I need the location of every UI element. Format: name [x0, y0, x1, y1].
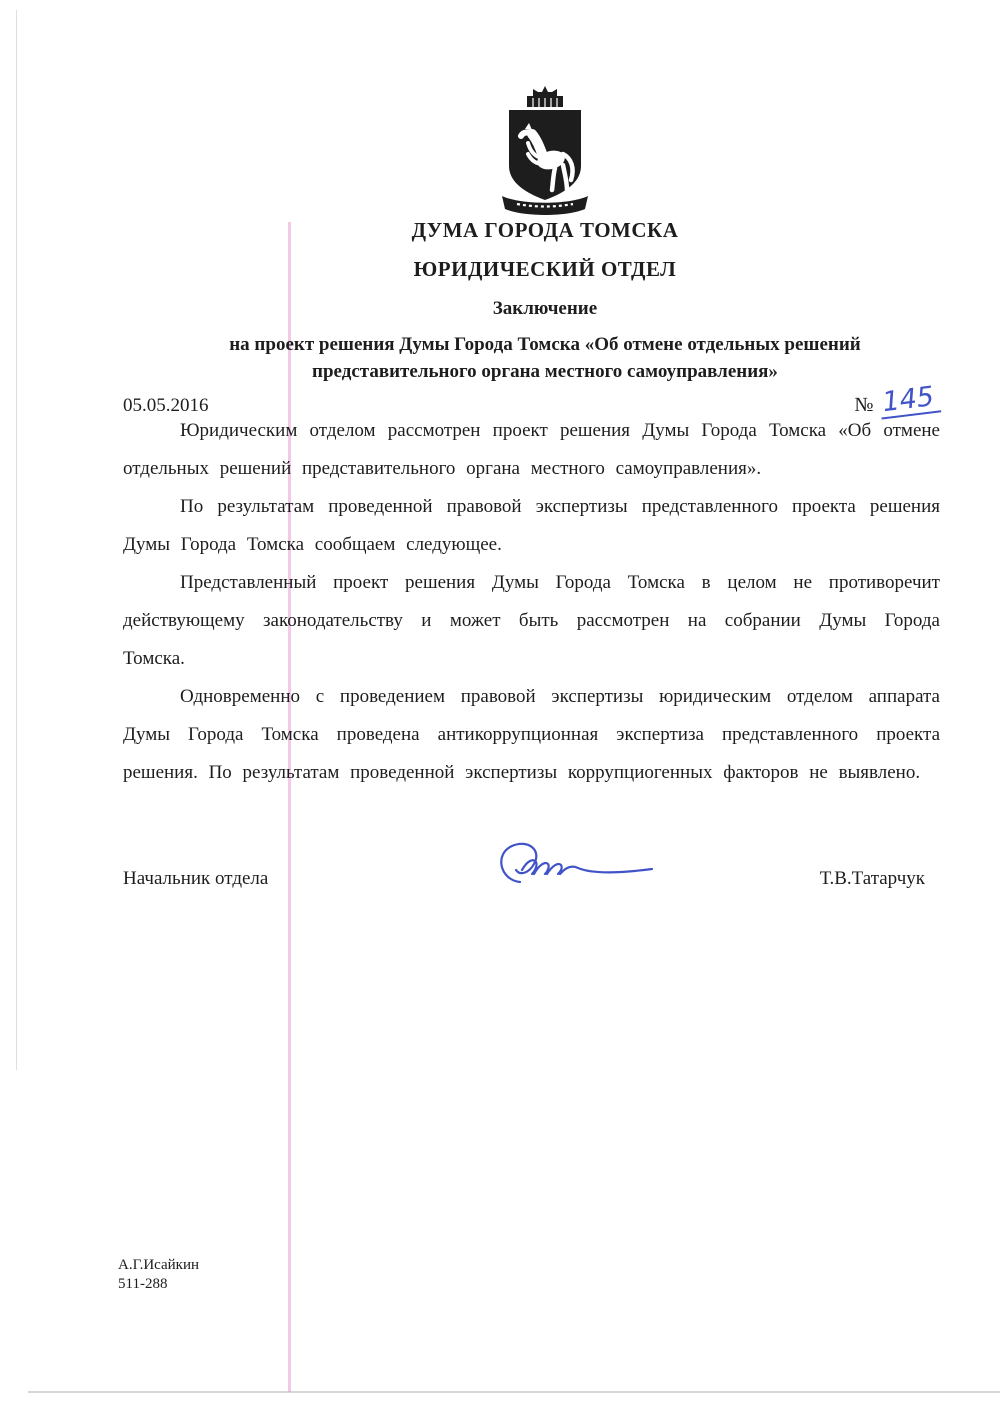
doc-title-line2: представительного органа местного самоуправления» — [312, 361, 778, 382]
signer-name: Т.В.Татарчук — [819, 868, 925, 889]
signature-scribble — [486, 836, 666, 894]
doc-date: 05.05.2016 — [123, 395, 209, 416]
doc-type-heading: Заключение — [492, 298, 598, 319]
scan-edge-left — [16, 10, 17, 1070]
body-paragraph-3: Представленный проект решения Думы Города Томска в целом не противоречит действующему законодательству и может быть рассмотрен на собрании Думы Города Томска. — [123, 572, 940, 669]
motto-ribbon-icon — [499, 194, 591, 216]
document-body — [123, 412, 940, 792]
body-paragraph-4: Одновременно с проведением правовой экспертизы юридическим отделом аппарата Думы Города Томска проведена антикоррупционная экспертиза представленного проекта решения. По результатам проведенной экспертизы коррупциогенных факторов не выявлено. — [123, 686, 940, 783]
doc-title — [145, 331, 945, 385]
body-paragraph-1: Юридическим отделом рассмотрен проект решения Думы Города Томска «Об отмене отдельных решений представительного органа местного самоуправления». — [123, 420, 940, 479]
crown-icon — [522, 84, 568, 108]
doc-number-label: № — [854, 394, 874, 416]
scan-edge-bottom — [28, 1391, 1000, 1393]
doc-number-handwritten: 145 — [878, 383, 941, 420]
dept-name-heading: ЮРИДИЧЕСКИЙ ОТДЕЛ — [413, 257, 677, 281]
executor-phone: 511-288 — [118, 1276, 168, 1292]
footer-block — [118, 1256, 199, 1294]
tomsk-coat-of-arms — [499, 84, 591, 216]
body-paragraph-2: По результатам проведенной правовой экспертизы представленного проекта решения Думы Города Томска сообщаем следующее. — [123, 496, 940, 555]
white-horse-shield-icon — [507, 108, 583, 202]
signer-position: Начальник отдела — [123, 868, 269, 889]
executor-name: А.Г.Исайкин — [118, 1257, 200, 1273]
org-name-heading: ДУМА ГОРОДА ТОМСКА — [411, 218, 679, 242]
doc-title-line1: на проект решения Думы Города Томска «Об отмене отдельных решений — [229, 334, 861, 355]
